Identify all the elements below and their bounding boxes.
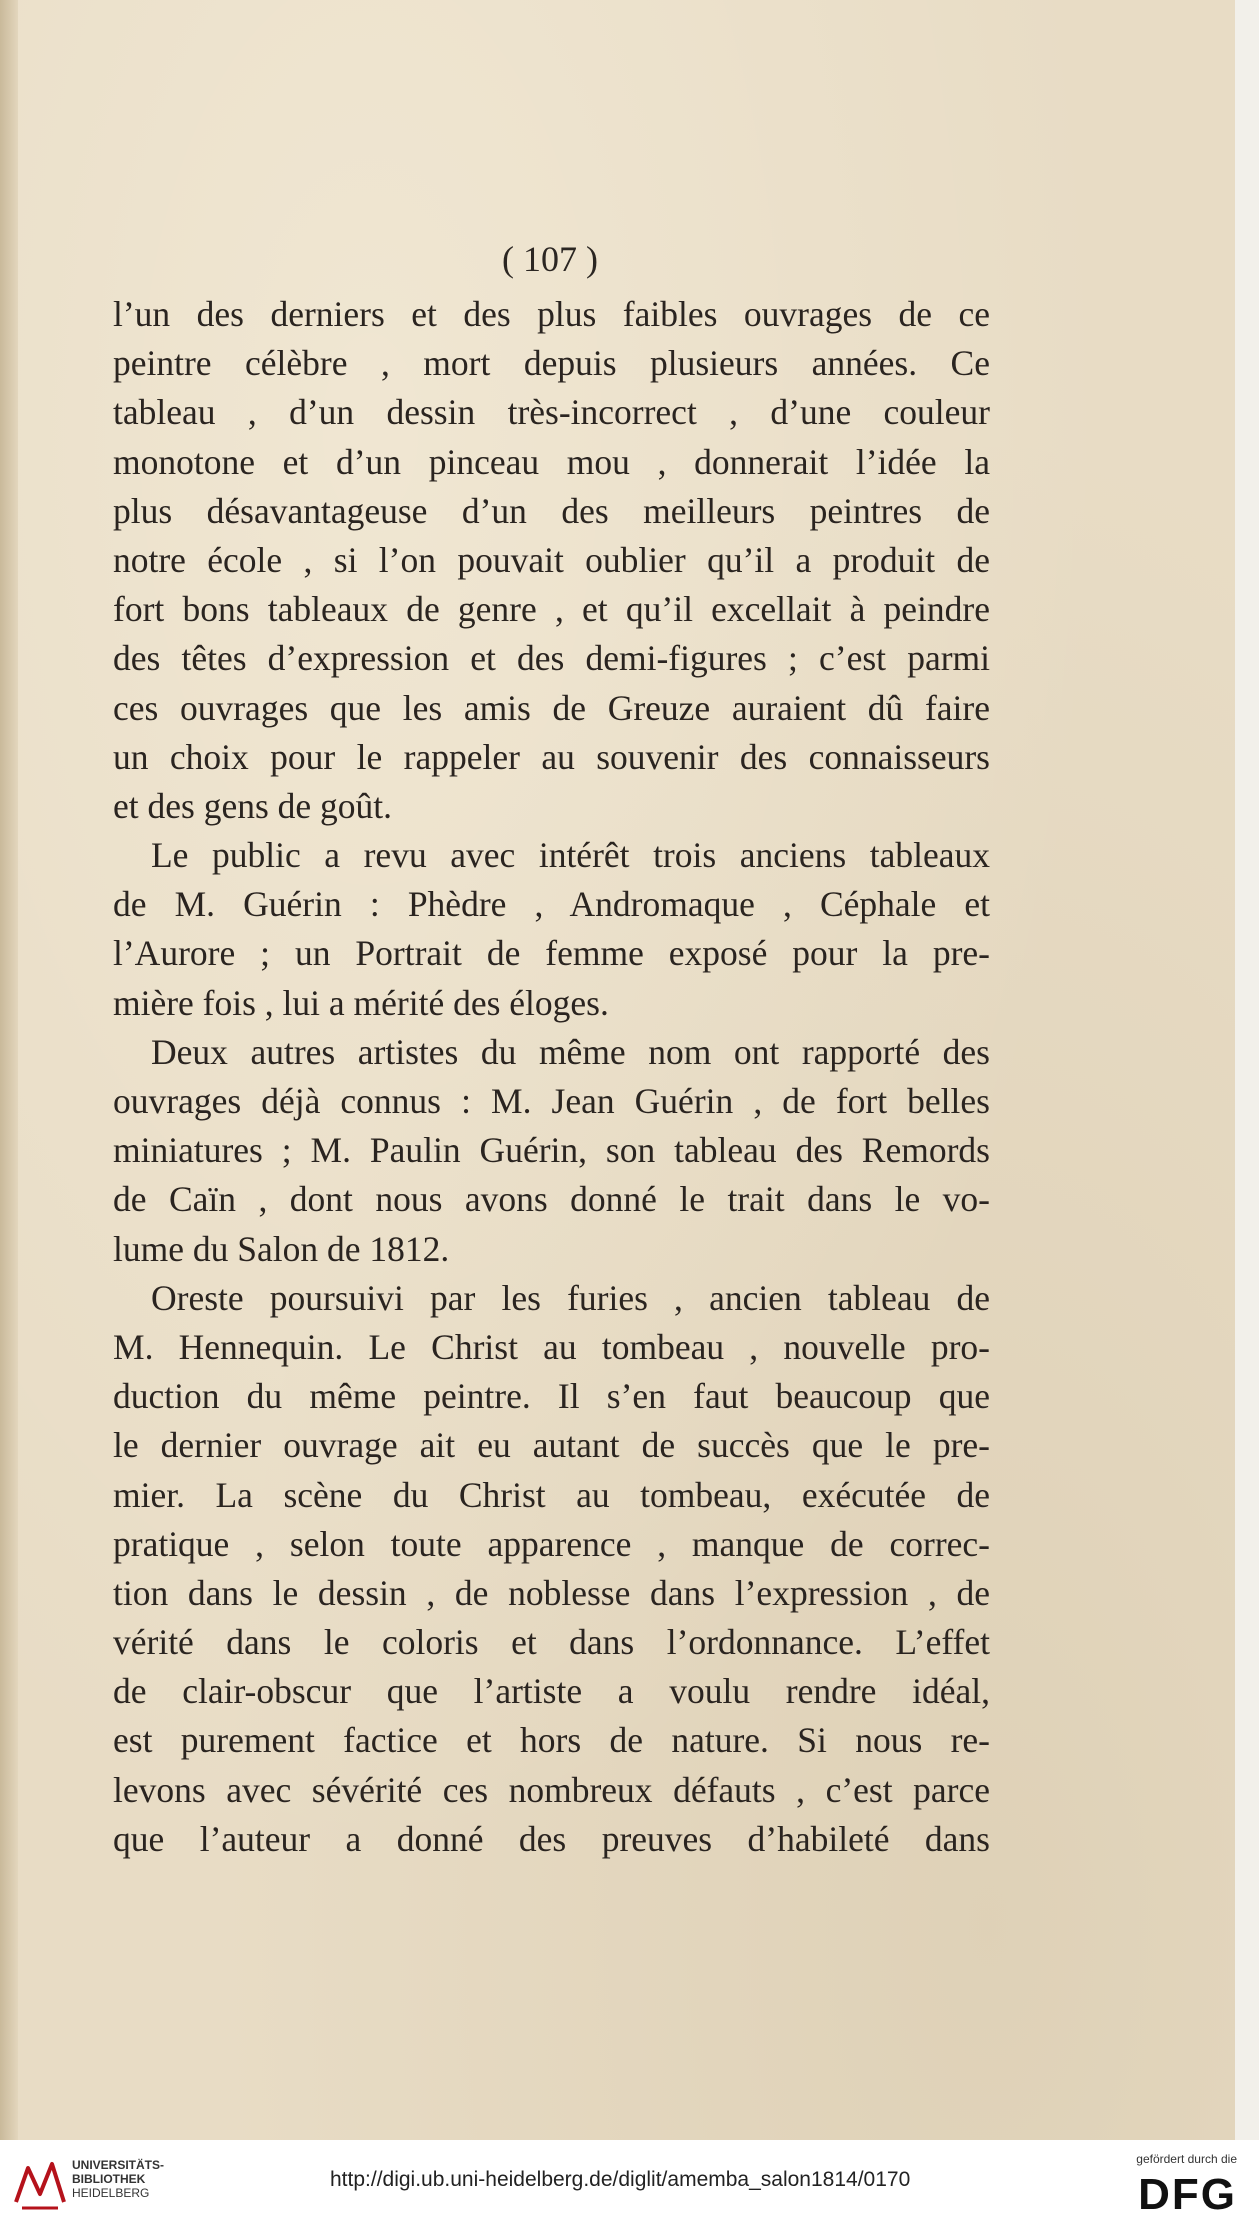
page-binding-edge (0, 0, 18, 2140)
text-line: lume du Salon de 1812. (113, 1228, 450, 1269)
permalink-url[interactable]: http://digi.ub.uni-heidelberg.de/diglit/amemba_salon1814/0170 (330, 2168, 911, 2191)
text-line: et des gens de goût. (113, 785, 393, 826)
library-name (72, 2158, 164, 2200)
text-line: mière fois , lui a mérité des éloges. (113, 982, 609, 1023)
text-line: de clair-obscur que l’artiste a voulu rendre idéal, (113, 1671, 990, 1712)
text-line: mier. La scène du Christ au tombeau, exécutée de (113, 1474, 990, 1515)
text-line: tion dans le dessin , de noblesse dans l’expression , de (113, 1572, 990, 1613)
text-line: ouvrages déjà connus : M. Jean Guérin , de fort belles (113, 1081, 990, 1121)
text-line: M. Hennequin. Le Christ au tombeau , nouvelle pro- (113, 1326, 990, 1367)
text-line: le dernier ouvrage ait eu autant de succès que le pre- (113, 1425, 990, 1466)
library-name-line1: UNIVERSITÄTS- (72, 2158, 165, 2172)
text-line: tableau , d’un dessin très-incorrect , d’une couleur (113, 392, 990, 433)
text-line: Deux autres artistes du même nom ont rapporté des (151, 1031, 990, 1072)
text-line: est purement factice et hors de nature. Si nous re- (113, 1720, 990, 1761)
text-line: vérité dans le coloris et dans l’ordonnance. L’effet (113, 1622, 990, 1663)
university-library-logo-icon (10, 2154, 70, 2214)
text-line: de M. Guérin : Phèdre , Andromaque , Céphale et (113, 884, 990, 925)
text-line: de Caïn , dont nous avons donné le trait dans le vo- (113, 1179, 990, 1220)
text-line: peintre célèbre , mort depuis plusieurs années. Ce (113, 343, 990, 384)
funding-caption: gefördert durch die (1136, 2152, 1237, 2166)
text-line: que l’auteur a donné des preuves d’habileté dans (113, 1818, 990, 1859)
text-line: pratique , selon toute apparence , manque de correc- (113, 1523, 990, 1564)
page-number: ( 107 ) (502, 239, 598, 279)
text-line: des têtes d’expression et des demi-figures ; c’est parmi (113, 638, 990, 679)
text-line: miniatures ; M. Paulin Guérin, son tableau des Remords (113, 1130, 990, 1171)
text-line: monotone et d’un pinceau mou , donnerait l’idée la (113, 441, 990, 482)
text-line: l’Aurore ; un Portrait de femme exposé pour la pre- (113, 933, 990, 974)
dfg-logo: DFG (1138, 2170, 1237, 2219)
text-line: duction du même peintre. Il s’en faut beaucoup que (113, 1376, 990, 1417)
viewer-margin (1235, 0, 1259, 2228)
library-name-line2: BIBLIOTHEK (72, 2172, 146, 2186)
text-line: un choix pour le rappeler au souvenir des connaisseurs (113, 736, 990, 777)
text-line: ces ouvrages que les amis de Greuze auraient dû faire (113, 687, 990, 728)
text-line: plus désavantageuse d’un des meilleurs peintres de (113, 490, 990, 531)
text-line: fort bons tableaux de genre , et qu’il excellait à peindre (113, 589, 990, 630)
text-line: Oreste poursuivi par les furies , ancien tableau de (151, 1277, 990, 1318)
library-name-line3: HEIDELBERG (72, 2186, 150, 2200)
text-line: l’un des derniers et des plus faibles ouvrages de ce (113, 294, 990, 334)
body-text (113, 290, 990, 1864)
text-line: levons avec sévérité ces nombreux défauts , c’est parce (113, 1769, 990, 1810)
text-line: Le public a revu avec intérêt trois anciens tableaux (151, 835, 990, 876)
text-line: notre école , si l’on pouvait oublier qu’il a produit de (113, 539, 990, 580)
footer-bar (0, 2140, 1259, 2228)
